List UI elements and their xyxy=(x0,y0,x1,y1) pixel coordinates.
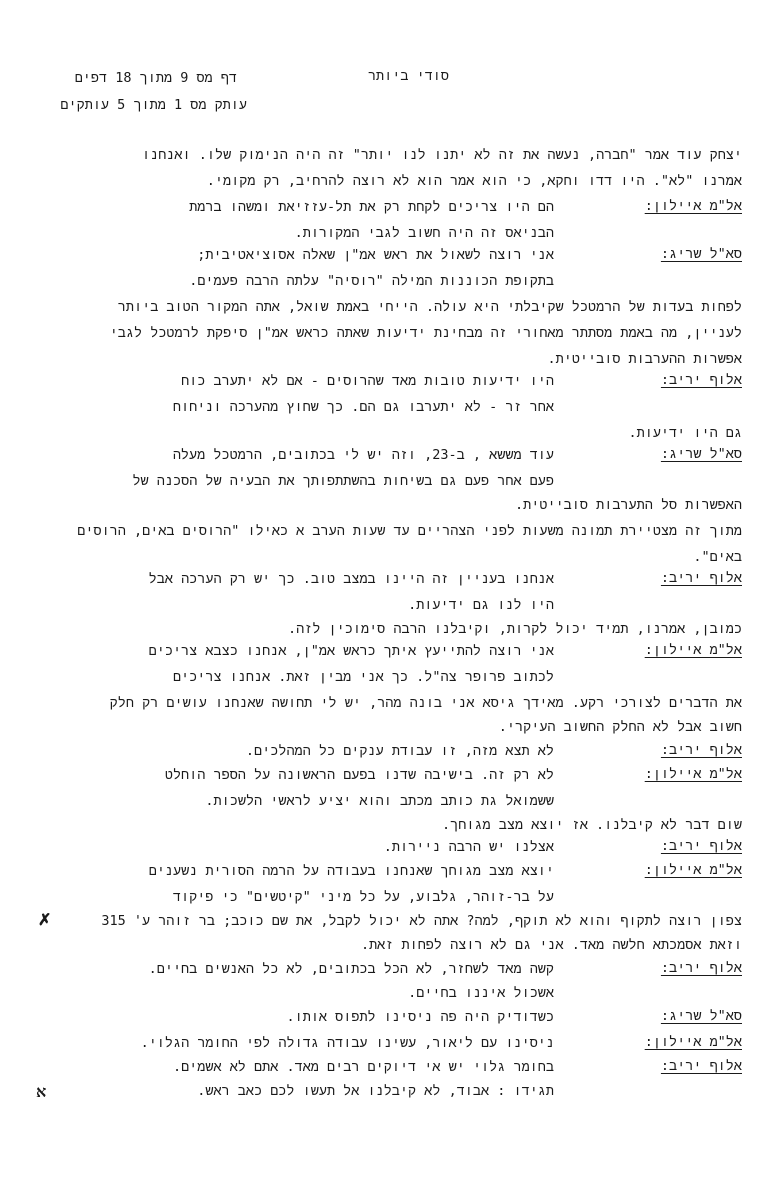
text-line: אשכול איננו בחיים. xyxy=(408,985,554,1001)
text-line: הבניאס זה היה חשוב לגבי המקורות. xyxy=(294,225,554,241)
text-line: בתקופת הכוננות המילה "רוסיה" עלתה הרבה פעמים. xyxy=(189,273,554,289)
text-line: צפון רוצה לתקוף והוא לא תוקף, למה? אתה לא יכול לקבל, את שם כוכב; בר זוהר ע' 315 xyxy=(101,913,742,929)
text-line: עוד מששא , ב-23, וזה יש לי בכתובים, הרמטכל מעלה xyxy=(172,447,554,463)
text-line: לא תצא מזה, זו עבודת ענקים כל המהלכים. xyxy=(245,743,554,759)
text-line: לא רק זה. בישיבה שדנו בפעם הראשונה על הספר הוחלט xyxy=(164,767,554,783)
classification-label: סודי ביותר xyxy=(367,68,449,84)
text-line: באים". xyxy=(693,549,742,565)
speaker-label: אל"מ איילון: xyxy=(644,766,742,782)
speaker-label: אל"מ איילון: xyxy=(644,198,742,214)
text-line: וזאת אסמכתא חלשה מאד. אני גם לא רוצה לפחות זאת. xyxy=(360,937,742,953)
speaker-label: אלוף יריב: xyxy=(660,1058,742,1074)
text-line: ששמואל גת כותב מכתב והוא יציע לראשי הלשכות. xyxy=(205,793,554,809)
text-line: אני רוצה להתייעץ איתך כראש אמ"ן, אנחנו כצבא צריכים xyxy=(148,643,554,659)
text-line: אצלנו יש הרבה ניירות. xyxy=(383,839,554,855)
margin-aleph-mark: א xyxy=(36,1082,47,1101)
copy-count-line: עותק מס 1 מתוך 5 עותקים xyxy=(60,97,247,113)
text-line: אפשרות ההערבות סובייטית. xyxy=(547,351,742,367)
speaker-label: סא"ל שריג: xyxy=(660,1008,742,1024)
text-line: מתוך זה מצטיירת תמונה משעות לפני הצהריים עד שעות הערב א כאילו "הרוסים באים, הרוסים xyxy=(77,523,742,539)
text-line: הם היו צריכים לקחת רק את תל-עזזיאת ומשהו ברמת xyxy=(189,199,554,215)
text-line: האפשרות סל התערבות סובייטית. xyxy=(515,497,742,513)
speaker-label: אלוף יריב: xyxy=(660,742,742,758)
speaker-label: סא"ל שריג: xyxy=(660,246,742,262)
speaker-label: אלוף יריב: xyxy=(660,372,742,388)
text-line: לעניין, מה באמת מסתתר מאחורי זה מבחינת ידיעות שאתה כראש אמ"ן סיפקת לרמטכל לגבי xyxy=(109,325,742,341)
text-line: אחר זר - לא יתערבו גם הם. כך שחוץ מהערכה וניחוח xyxy=(172,399,554,415)
speaker-label: אלוף יריב: xyxy=(660,960,742,976)
text-line: היו לנו גם ידיעות. xyxy=(408,597,554,613)
text-line: פעם אחר פעם גם בשיחות בהשתתפותך את הבעיה של הסכנה של xyxy=(132,473,554,489)
text-line: בחומר גלוי יש אי דיוקים רבים מאד. אתם לא אשמים. xyxy=(172,1059,554,1075)
page-count-line: דף מס 9 מתוך 18 דפים xyxy=(74,70,237,86)
text-line: ניסינו עם ליאור, עשינו עבודה גדולה לפי החומר הגלוי. xyxy=(140,1035,554,1051)
text-line: שום דבר לא קיבלנו. אז יוצא מצב מגוחך. xyxy=(442,817,742,833)
text-line: אנחנו בעניין זה היינו במצב טוב. כך יש רק הערכה אבל xyxy=(148,571,554,587)
text-line: אני רוצה לשאול את ראש אמ"ן שאלה אסוציאטיבית; xyxy=(197,247,554,263)
text-line: יצחק עוד אמר "חברה, נעשה את זה לא יתנו לנו יותר" זה היה הנימוק שלו. ואנחנו xyxy=(142,147,742,163)
text-line: לפחות בעדות של הרמטכל שקיבלתי היא עולה. הייחי באמת שואל, אתה המקור הטוב ביותר xyxy=(117,299,742,315)
speaker-label: אל"מ איילון: xyxy=(644,862,742,878)
text-line: אמרנו "לא". היו דדו וחקא, כי הוא אמר הוא לא רוצה להרחיב, רק מקומי. xyxy=(206,173,742,189)
speaker-label: אלוף יריב: xyxy=(660,570,742,586)
text-line: לכתוב פרופר צה"ל. כך אני מבין זאת. אנחנו צריכים xyxy=(172,669,554,685)
speaker-label: סא"ל שריג: xyxy=(660,446,742,462)
text-line: כמובן, אמרנו, תמיד יכול לקרות, וקיבלנו הרבה סימוכין לזה. xyxy=(288,621,742,637)
text-line: יוצא מצב מגוחך שאנחנו בעבודה על הרמה הסורית נשענים xyxy=(148,863,554,879)
text-line: קשה מאד לשחזר, לא הכל בכתובים, לא כל האנשים בחיים. xyxy=(148,961,554,977)
text-line: על בר-זוהר, גלבוע, על כל מיני "קיטשים" כי פיקוד xyxy=(172,889,554,905)
speaker-label: אל"מ איילון: xyxy=(644,642,742,658)
text-line: גם היו ידיעות. xyxy=(628,425,742,441)
text-line: חשוב אבל לא החלק החשוב העיקרי. xyxy=(498,719,742,735)
text-line: את הדברים לצורכי רקע. מאידך גיסא אני בונה מהר, יש לי תחושה שאנחנו עושים רק חלק xyxy=(109,695,742,711)
text-line: כשדודיק היה פה ניסינו לתפוס אותו. xyxy=(286,1009,554,1025)
speaker-label: אלוף יריב: xyxy=(660,838,742,854)
text-line: היו ידיעות טובות מאד שהרוסים - אם לא יתערב כוח xyxy=(181,373,554,389)
margin-strike-mark: ✗ xyxy=(38,910,52,929)
speaker-label: אל"מ איילון: xyxy=(644,1034,742,1050)
text-line: תגידו : אבוד, לא קיבלנו אל תעשו לכם כאב ראש. xyxy=(197,1083,554,1099)
